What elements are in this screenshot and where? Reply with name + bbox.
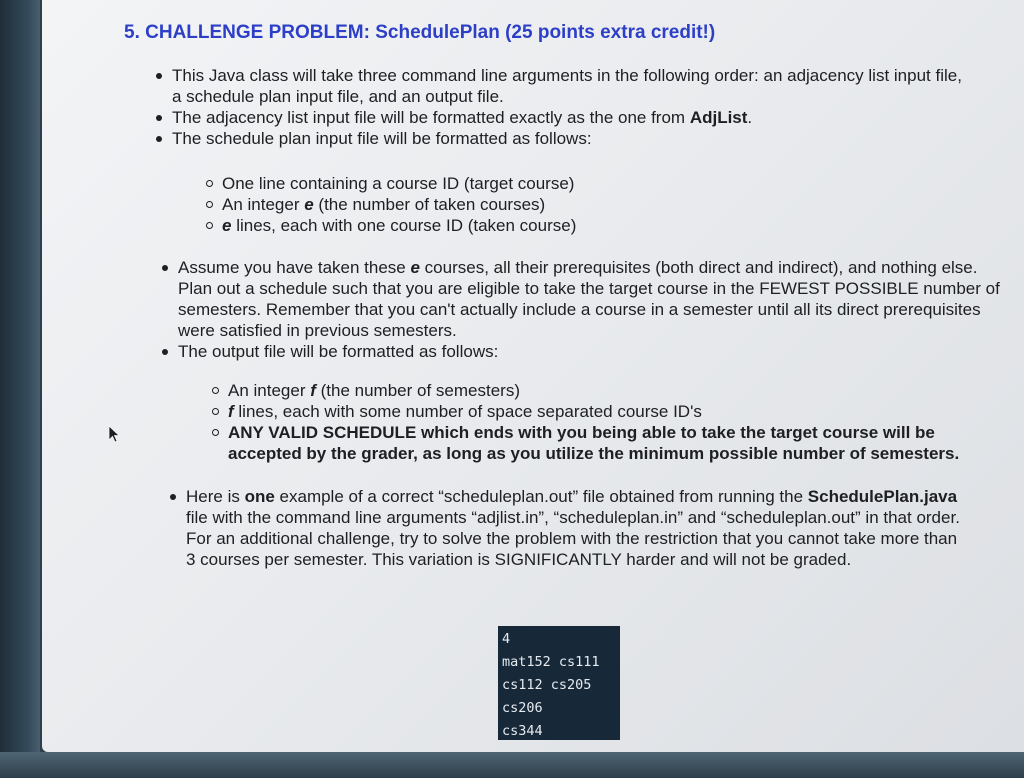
list-item: This Java class will take three command line arguments in the following order: an adjacency list input file, a schedule plan input file, and an output file.	[172, 65, 972, 107]
list-item: Assume you have taken these e courses, all their prerequisites (both direct and indirect), and nothing else. Plan out a schedule such that you are eligible to take the target course in the FEWEST POSSIBLE number of semesters. Remember that you can't actually include a course in a semester until all its direct prerequisites were satisfied in previous semesters.	[178, 257, 1008, 341]
list-item: Here is one example of a correct “scheduleplan.out” file obtained from running the SchedulePlan.java file with the command line arguments “adjlist.in”, “scheduleplan.in” and “scheduleplan.out” in that order. For an additional challenge, try to solve the problem with the restriction that you cannot take more than 3 courses per semester. This variation is SIGNIFICANTLY harder and will not be graded.	[186, 486, 966, 570]
document-content	[42, 0, 1024, 752]
sub-list-2	[228, 380, 1008, 464]
code-line: cs112 cs205	[502, 677, 592, 693]
bullet-list-1	[172, 65, 972, 149]
code-line: cs206	[502, 700, 543, 716]
code-line: mat152 cs111	[502, 654, 600, 670]
adjlist-bold: AdjList	[689, 108, 748, 127]
mouse-pointer-icon	[105, 425, 121, 443]
list-item: ANY VALID SCHEDULE which ends with you being able to take the target course will be accepted by the grader, as long as you utilize the minimum possible number of semesters.	[228, 422, 1008, 464]
code-line: cs344	[502, 723, 543, 739]
screen-bezel-bottom	[0, 752, 1024, 778]
code-line: 4	[502, 631, 511, 647]
list-item: e lines, each with one course ID (taken course)	[222, 215, 782, 236]
list-item: An integer f (the number of semesters)	[228, 380, 1008, 401]
list-item: One line containing a course ID (target course)	[222, 173, 782, 194]
code-output-block	[498, 626, 620, 740]
document-page	[42, 0, 1024, 752]
list-item: f lines, each with some number of space separated course ID's	[228, 401, 1008, 422]
page-title: 5. CHALLENGE PROBLEM: SchedulePlan (25 points extra credit!)	[124, 22, 716, 43]
list-item: The output file will be formatted as follows:	[178, 341, 1008, 362]
bullet-list-3	[186, 486, 966, 570]
list-item: The adjacency list input file will be formatted exactly as the one from AdjList.	[172, 107, 972, 128]
list-item: The schedule plan input file will be formatted as follows:	[172, 128, 972, 149]
screen-bezel-left	[0, 0, 40, 778]
list-item: An integer e (the number of taken courses)	[222, 194, 782, 215]
sub-list-1	[222, 173, 782, 236]
bullet-list-2	[178, 257, 1008, 362]
